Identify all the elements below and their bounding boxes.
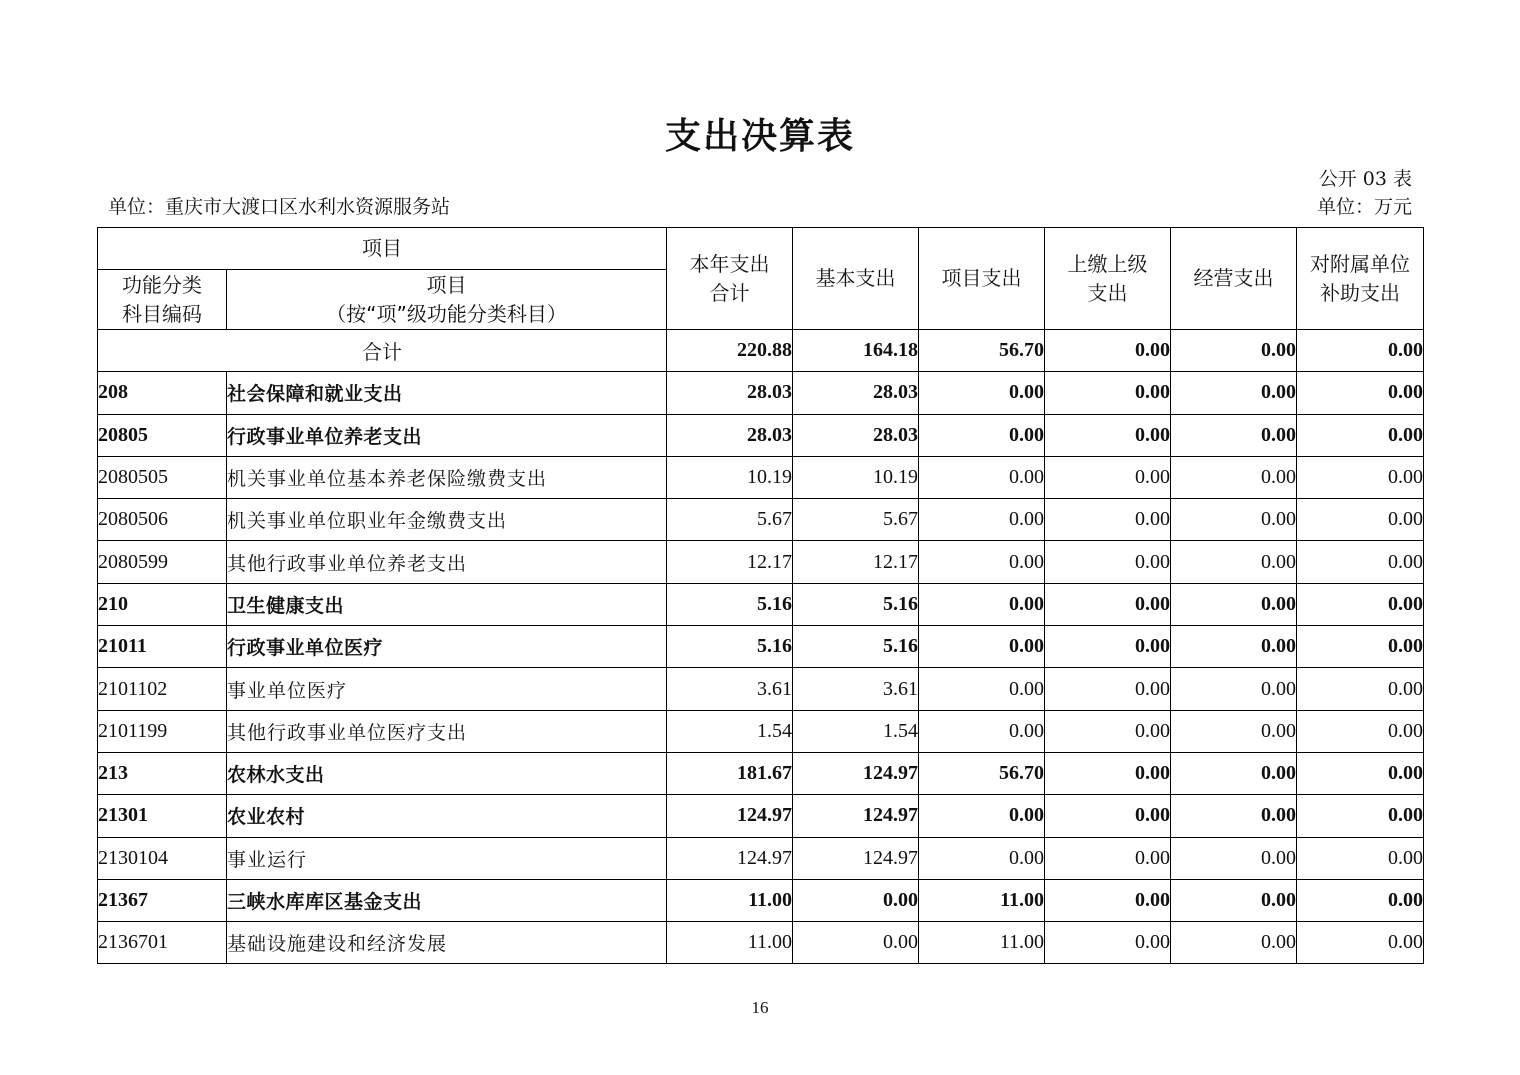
row-value: 0.00 [1045, 795, 1171, 837]
total-label: 合计 [98, 330, 667, 372]
row-value: 28.03 [793, 372, 919, 414]
row-value: 1.54 [793, 710, 919, 752]
header-upper-line2: 支出 [1087, 280, 1128, 305]
row-value: 0.00 [793, 879, 919, 921]
header-code [98, 270, 227, 330]
total-row [98, 330, 1424, 372]
header-name-line1: 项目 [426, 272, 467, 297]
row-code: 2101199 [98, 710, 227, 752]
row-value: 124.97 [793, 795, 919, 837]
row-value: 0.00 [919, 414, 1045, 456]
row-value: 0.00 [1171, 879, 1297, 921]
row-value: 0.00 [1171, 499, 1297, 541]
row-value: 0.00 [1171, 583, 1297, 625]
row-value: 0.00 [919, 668, 1045, 710]
row-value: 11.00 [667, 922, 793, 964]
row-name: 事业运行 [227, 837, 667, 879]
header-total [667, 228, 793, 330]
total-value: 0.00 [1045, 330, 1171, 372]
row-name: 农业农村 [227, 795, 667, 837]
currency-unit: 单位：万元 [1316, 196, 1412, 218]
row-value: 0.00 [793, 922, 919, 964]
row-code: 20805 [98, 414, 227, 456]
row-value: 0.00 [1171, 414, 1297, 456]
total-value: 0.00 [1171, 330, 1297, 372]
table-row [98, 583, 1424, 625]
row-value: 3.61 [667, 668, 793, 710]
row-value: 0.00 [1171, 922, 1297, 964]
row-value: 0.00 [1171, 710, 1297, 752]
header-subsidy [1297, 228, 1424, 330]
row-value: 10.19 [793, 456, 919, 498]
row-value: 0.00 [1045, 710, 1171, 752]
table-row [98, 879, 1424, 921]
row-value: 5.16 [793, 583, 919, 625]
row-value: 11.00 [919, 922, 1045, 964]
row-value: 0.00 [1171, 668, 1297, 710]
total-value: 0.00 [1297, 330, 1424, 372]
table-row [98, 795, 1424, 837]
row-value: 0.00 [919, 372, 1045, 414]
row-code: 2130104 [98, 837, 227, 879]
row-value: 0.00 [1297, 456, 1424, 498]
row-value: 0.00 [919, 583, 1045, 625]
table-row [98, 837, 1424, 879]
row-value: 0.00 [1297, 710, 1424, 752]
row-value: 11.00 [919, 879, 1045, 921]
row-value: 5.67 [793, 499, 919, 541]
row-value: 0.00 [919, 795, 1045, 837]
header-upper [1045, 228, 1171, 330]
header-name-line2: （按“项”级功能分类科目） [326, 301, 567, 326]
row-value: 28.03 [793, 414, 919, 456]
row-value: 0.00 [919, 837, 1045, 879]
row-value: 0.00 [1045, 583, 1171, 625]
row-value: 0.00 [919, 626, 1045, 668]
row-value: 5.16 [667, 626, 793, 668]
table-row [98, 922, 1424, 964]
total-value: 56.70 [919, 330, 1045, 372]
row-value: 0.00 [1297, 626, 1424, 668]
row-code: 2080506 [98, 499, 227, 541]
row-code: 208 [98, 372, 227, 414]
table-row [98, 414, 1424, 456]
row-code: 2080599 [98, 541, 227, 583]
page-number: 16 [751, 998, 769, 1017]
row-code: 21301 [98, 795, 227, 837]
row-value: 0.00 [1297, 541, 1424, 583]
row-name: 行政事业单位医疗 [227, 626, 667, 668]
table-body [98, 330, 1424, 964]
page-title: 支出决算表 [664, 116, 855, 157]
row-value: 0.00 [1171, 541, 1297, 583]
row-value: 0.00 [1045, 372, 1171, 414]
table-row [98, 626, 1424, 668]
row-value: 0.00 [1297, 879, 1424, 921]
row-code: 21367 [98, 879, 227, 921]
row-code: 213 [98, 752, 227, 794]
row-code: 210 [98, 583, 227, 625]
header-item: 项目 [98, 228, 667, 270]
header-upper-line1: 上缴上级 [1067, 251, 1148, 276]
row-value: 0.00 [1045, 922, 1171, 964]
row-value: 0.00 [1171, 752, 1297, 794]
row-value: 0.00 [1045, 752, 1171, 794]
header-project: 项目支出 [919, 228, 1045, 330]
row-value: 0.00 [1171, 372, 1297, 414]
row-value: 0.00 [1045, 541, 1171, 583]
row-name: 其他行政事业单位养老支出 [227, 541, 667, 583]
row-value: 0.00 [1045, 837, 1171, 879]
row-value: 0.00 [1297, 795, 1424, 837]
header-total-line1: 本年支出 [689, 251, 770, 276]
row-name: 三峡水库库区基金支出 [227, 879, 667, 921]
row-code: 21011 [98, 626, 227, 668]
row-value: 12.17 [793, 541, 919, 583]
expenditure-table [97, 227, 1424, 964]
row-value: 181.67 [667, 752, 793, 794]
row-value: 5.67 [667, 499, 793, 541]
row-name: 卫生健康支出 [227, 583, 667, 625]
unit-name: 单位：重庆市大渡口区水利水资源服务站 [108, 196, 451, 218]
row-name: 基础设施建设和经济发展 [227, 922, 667, 964]
row-value: 124.97 [667, 837, 793, 879]
row-name: 社会保障和就业支出 [227, 372, 667, 414]
row-value: 124.97 [793, 837, 919, 879]
row-value: 124.97 [667, 795, 793, 837]
row-value: 56.70 [919, 752, 1045, 794]
row-value: 0.00 [1045, 626, 1171, 668]
row-value: 28.03 [667, 372, 793, 414]
row-value: 0.00 [1297, 837, 1424, 879]
row-name: 行政事业单位养老支出 [227, 414, 667, 456]
form-number: 公开 03 表 [1318, 168, 1412, 190]
row-name: 机关事业单位职业年金缴费支出 [227, 499, 667, 541]
row-value: 0.00 [1297, 922, 1424, 964]
row-value: 0.00 [919, 541, 1045, 583]
row-value: 0.00 [1045, 499, 1171, 541]
header-code-line1: 功能分类 [122, 272, 202, 297]
row-value: 0.00 [1171, 837, 1297, 879]
row-value: 0.00 [919, 499, 1045, 541]
row-code: 2080505 [98, 456, 227, 498]
row-value: 0.00 [1297, 668, 1424, 710]
row-value: 0.00 [1297, 583, 1424, 625]
row-value: 10.19 [667, 456, 793, 498]
row-value: 1.54 [667, 710, 793, 752]
row-name: 农林水支出 [227, 752, 667, 794]
row-name: 机关事业单位基本养老保险缴费支出 [227, 456, 667, 498]
row-value: 0.00 [1171, 795, 1297, 837]
row-value: 0.00 [1297, 752, 1424, 794]
row-value: 5.16 [793, 626, 919, 668]
row-value: 0.00 [919, 710, 1045, 752]
header-subsidy-line2: 补助支出 [1320, 280, 1400, 305]
table-row [98, 752, 1424, 794]
row-value: 0.00 [919, 456, 1045, 498]
header-business: 经营支出 [1171, 228, 1297, 330]
row-value: 124.97 [793, 752, 919, 794]
row-value: 0.00 [1297, 414, 1424, 456]
row-value: 3.61 [793, 668, 919, 710]
row-value: 5.16 [667, 583, 793, 625]
row-value: 0.00 [1045, 456, 1171, 498]
row-value: 11.00 [667, 879, 793, 921]
total-value: 164.18 [793, 330, 919, 372]
row-code: 2101102 [98, 668, 227, 710]
row-value: 0.00 [1045, 414, 1171, 456]
header-name [227, 270, 667, 330]
row-value: 12.17 [667, 541, 793, 583]
row-value: 0.00 [1045, 879, 1171, 921]
row-name: 其他行政事业单位医疗支出 [227, 710, 667, 752]
table-row [98, 372, 1424, 414]
row-value: 0.00 [1045, 668, 1171, 710]
header-total-line2: 合计 [709, 280, 750, 305]
row-name: 事业单位医疗 [227, 668, 667, 710]
row-value: 0.00 [1297, 372, 1424, 414]
table-row [98, 541, 1424, 583]
table-row [98, 456, 1424, 498]
table-row [98, 668, 1424, 710]
header-code-line2: 科目编码 [122, 301, 202, 326]
total-value: 220.88 [667, 330, 793, 372]
row-code: 2136701 [98, 922, 227, 964]
table-row [98, 499, 1424, 541]
table-row [98, 710, 1424, 752]
row-value: 0.00 [1171, 626, 1297, 668]
header-basic: 基本支出 [793, 228, 919, 330]
row-value: 0.00 [1171, 456, 1297, 498]
header-subsidy-line1: 对附属单位 [1310, 251, 1410, 276]
row-value: 28.03 [667, 414, 793, 456]
row-value: 0.00 [1297, 499, 1424, 541]
